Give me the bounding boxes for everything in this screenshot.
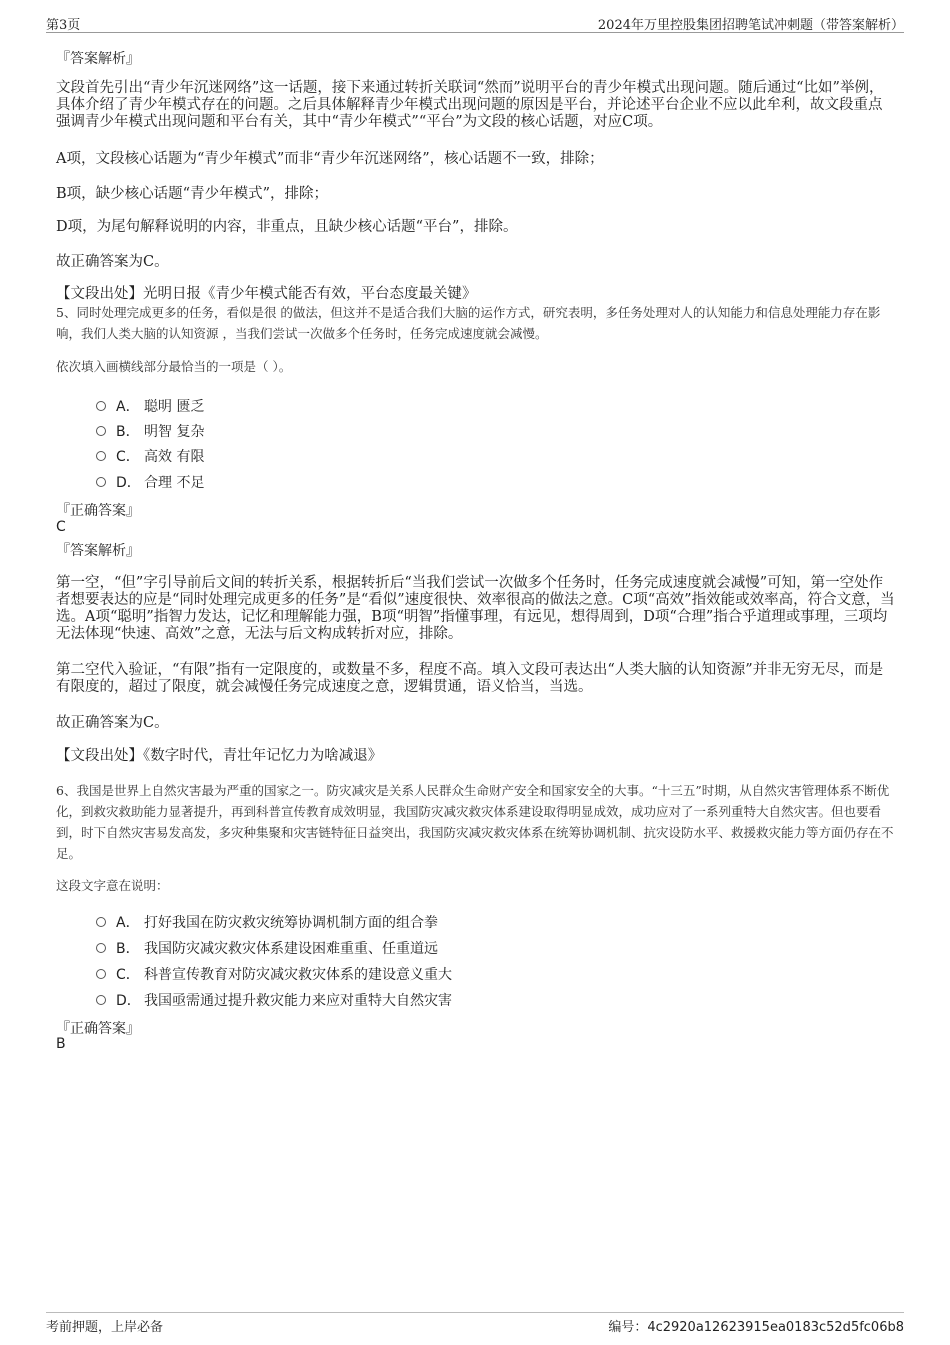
- page-number: 第3页: [46, 18, 81, 33]
- radio-icon[interactable]: [96, 995, 106, 1005]
- q5-stem: 5、同时处理完成更多的任务，看似是很 的做法，但这并不是适合我们大脑的运作方式，研究表明，多任务处理对人的认知能力和信息处理能力存在影响，我们人类大脑的认知资源 ，当我们尝试一次做多个任务时，任务完成速度就会减慢。: [56, 305, 881, 341]
- footer-slogan: 考前押题，上岸必备: [46, 1320, 164, 1335]
- q5-option-a[interactable]: A． 聪明 匮乏: [96, 396, 204, 416]
- q5-analysis-p1: 第一空，“但”字引导前后文间的转折关系，根据转折后“当我们尝试一次做多个任务时，任务完成速度就会减慢”可知，第一空处作者想要表达的应是“同时处理完成更多的任务”是“看似”速度很快、效率很高的做法之意。C项“高效”指效能或效率高，符合文意，当选。A项“聪明”指智力发达，记忆和理解能力强，B项“明智”指懂事理，有远见，想得周到，D项“合理”指合乎道理或事理，三项均无法体现“快速、高效”之意，无法与后文构成转折对应，排除。: [56, 575, 895, 642]
- q5-prompt: 依次填入画横线部分最恰当的一项是（ ）。: [56, 359, 292, 374]
- q4-analysis-p4: D项，为尾句解释说明的内容，非重点，且缺少核心话题“平台”，排除。: [56, 219, 518, 235]
- q5-option-d[interactable]: D． 合理 不足: [96, 472, 204, 492]
- radio-icon[interactable]: [96, 477, 106, 487]
- page-footer: [46, 1312, 904, 1335]
- q6-option-c[interactable]: C． 科普宣传教育对防灾减灾救灾体系的建设意义重大: [96, 964, 452, 984]
- q5-answer: C: [56, 519, 66, 535]
- radio-icon[interactable]: [96, 917, 106, 927]
- q6-option-a[interactable]: A． 打好我国在防灾救灾统筹协调机制方面的组合拳: [96, 912, 438, 932]
- radio-icon[interactable]: [96, 451, 106, 461]
- radio-icon[interactable]: [96, 969, 106, 979]
- q4-analysis-p2: A项，文段核心话题为“青少年模式”而非“青少年沉迷网络”，核心话题不一致，排除；: [56, 151, 604, 167]
- q6-answer: B: [56, 1036, 66, 1052]
- document-code: 编号：4c2920a12623915ea0183c52d5fc06b8: [608, 1320, 904, 1335]
- q6-prompt: 这段文字意在说明：: [56, 878, 169, 893]
- q4-analysis-p1: 文段首先引出“青少年沉迷网络”这一话题，接下来通过转折关联词“然而”说明平台的青少年模式出现问题。随后通过“比如”举例，具体介绍了青少年模式存在的问题。之后具体解释青少年模式出现问题的原因是平台，并论述平台企业不应以此牟利，故文段重点强调青少年模式出现问题和平台有关，其中“青少年模式”“平台”为文段的核心话题，对应C项。: [56, 80, 884, 130]
- q4-conclusion: 故正确答案为C。: [56, 254, 169, 270]
- q5-conclusion: 故正确答案为C。: [56, 715, 169, 731]
- radio-icon[interactable]: [96, 426, 106, 436]
- q6-answer-label: 『正确答案』: [56, 1021, 140, 1037]
- q5-analysis-p2: 第二空代入验证，“有限”指有一定限度的，或数量不多，程度不高。填入文段可表达出“人类大脑的认知资源”并非无穷无尽，而是有限度的，超过了限度，就会减慢任务完成速度之意，逻辑贯通，语义恰当，当选。: [56, 662, 884, 695]
- radio-icon[interactable]: [96, 943, 106, 953]
- q6-stem: 6、我国是世界上自然灾害最为严重的国家之一。防灾减灾是关系人民群众生命财产安全和国家安全的大事。“十三五”时期，从自然灾害管理体系不断优化，到救灾救助能力显著提升，再到科普宣传教育成效明显，我国防灾减灾救灾体系建设取得明显成效，成功应对了一系列重特大自然灾害。但也要看到，时下自然灾害易发高发，多灾种集聚和灾害链特征日益突出，我国防灾减灾救灾体系在统筹协调机制、抗灾设防水平、救援救灾能力等方面仍存在不足。: [56, 783, 894, 861]
- q4-source: 【文段出处】光明日报《青少年模式能否有效，平台态度最关键》: [56, 286, 477, 302]
- q4-analysis-label: 『答案解析』: [56, 51, 140, 67]
- q5-option-b[interactable]: B． 明智 复杂: [96, 421, 204, 441]
- q6-option-d[interactable]: D． 我国亟需通过提升救灾能力来应对重特大自然灾害: [96, 990, 452, 1010]
- q5-analysis-label: 『答案解析』: [56, 543, 140, 559]
- document-title: 2024年万里控股集团招聘笔试冲刺题（带答案解析）: [597, 18, 904, 33]
- q5-source: 【文段出处】《数字时代，青壮年记忆力为啥减退》: [56, 748, 383, 764]
- radio-icon[interactable]: [96, 401, 106, 411]
- q5-answer-label: 『正确答案』: [56, 503, 140, 519]
- q6-option-b[interactable]: B． 我国防灾减灾救灾体系建设困难重重、任重道远: [96, 938, 438, 958]
- page-header: [46, 12, 904, 33]
- q4-analysis-p3: B项，缺少核心话题“青少年模式”，排除；: [56, 186, 328, 202]
- q5-option-c[interactable]: C． 高效 有限: [96, 446, 204, 466]
